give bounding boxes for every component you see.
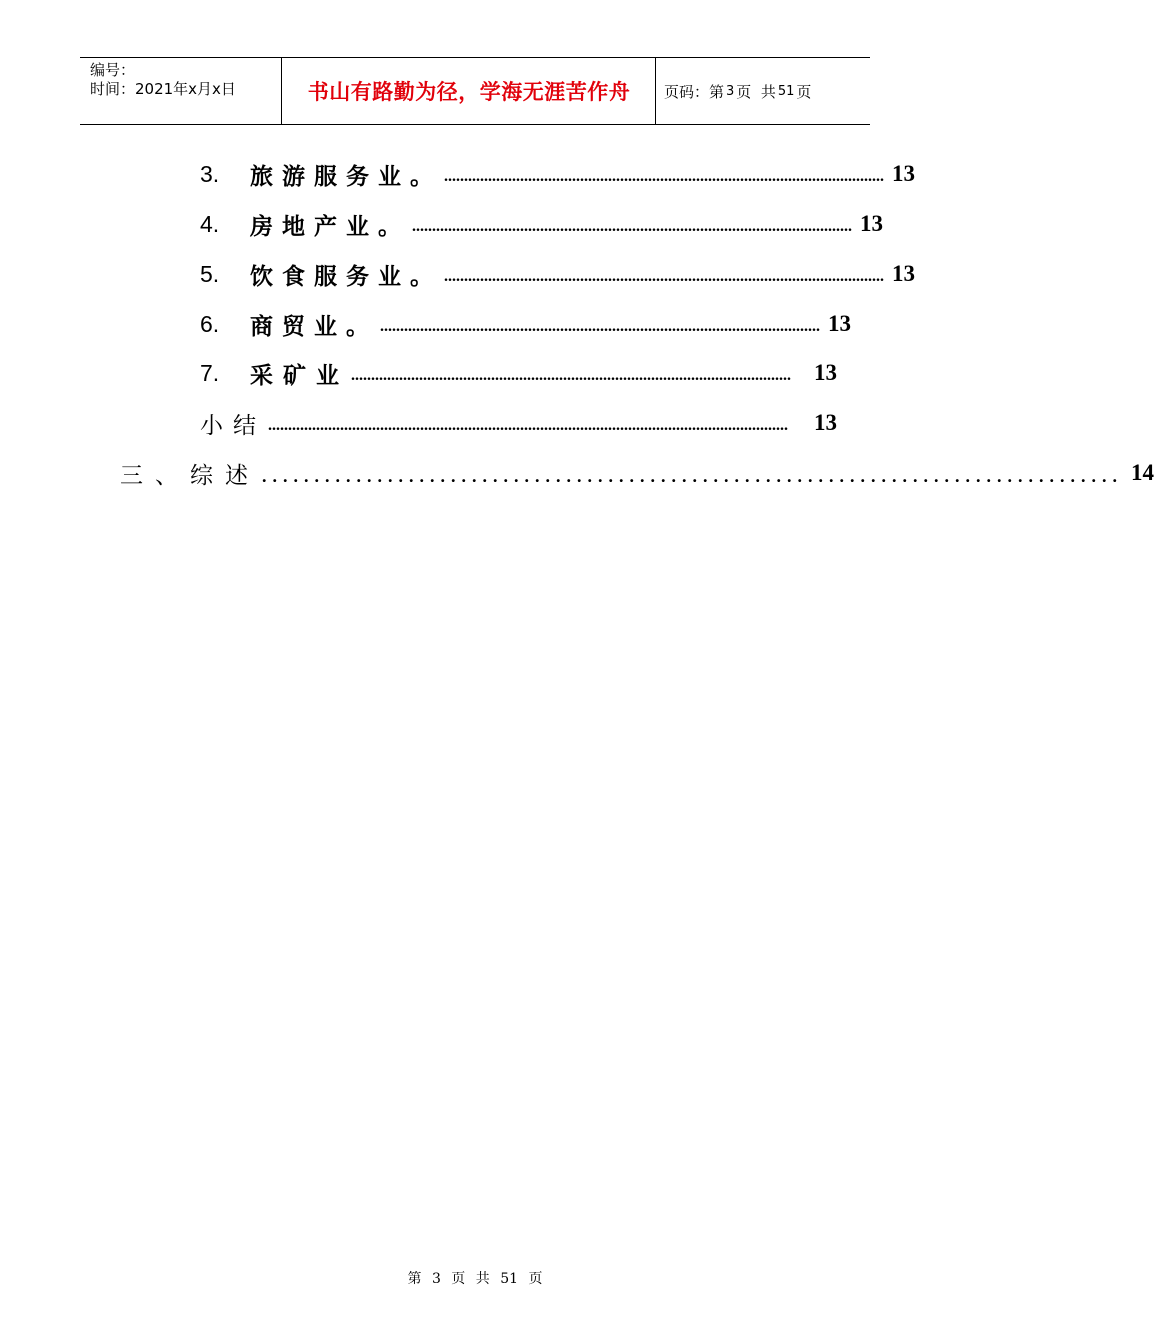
toc-title: 小结 <box>200 412 266 439</box>
toc-leader: .................................................................................................................................. <box>268 417 788 434</box>
page-suffix: 页 <box>796 82 812 101</box>
toc-page: 14 <box>1131 460 1154 485</box>
header-page-info <box>664 58 811 124</box>
page-current: 3 <box>726 83 735 99</box>
toc-title: 旅游服务业。 <box>250 162 442 190</box>
code-label: 编号： <box>90 61 136 79</box>
toc-leader: .................................................................................. <box>262 465 1123 486</box>
page-total: 51 <box>777 83 795 99</box>
toc-title: 房地产业。 <box>250 212 410 240</box>
toc-entry[interactable] <box>200 307 851 341</box>
toc-leader: .............................................................................................................. <box>351 367 791 384</box>
page-header <box>80 57 870 125</box>
toc-leader: .............................................................................................................. <box>412 218 852 235</box>
header-motto: 书山有路勤为径，学海无涯苦作舟 <box>307 80 631 104</box>
toc-title: 三、综述 <box>120 462 260 489</box>
toc-leader: .............................................................................................................. <box>380 318 820 335</box>
toc-page: 13 <box>814 360 837 385</box>
toc-entry[interactable] <box>200 257 915 291</box>
toc-page: 13 <box>814 410 837 435</box>
time-label: 时间：2021年x月x日 <box>90 80 236 98</box>
toc-entry[interactable] <box>200 356 837 390</box>
toc-title: 采矿业 <box>250 361 349 389</box>
toc-number: 7. <box>200 359 220 386</box>
toc-leader: .............................................................................................................. <box>444 168 884 185</box>
toc-number: 6. <box>200 310 220 337</box>
toc-entry[interactable] <box>120 456 1154 490</box>
page-prefix: 页码：第 <box>664 82 725 101</box>
toc-number: 3. <box>200 160 220 187</box>
page-middle: 页 共 <box>736 82 776 101</box>
toc-leader: .............................................................................................................. <box>444 268 884 285</box>
toc-page: 13 <box>892 261 915 286</box>
toc-entry[interactable] <box>200 207 883 241</box>
toc-page: 13 <box>828 311 851 336</box>
toc-page: 13 <box>860 211 883 236</box>
header-meta <box>90 61 236 99</box>
toc-number: 5. <box>200 260 220 287</box>
toc-entry[interactable] <box>200 157 915 191</box>
toc-number: 4. <box>200 210 220 237</box>
toc-page: 13 <box>892 161 915 186</box>
toc-title: 饮食服务业。 <box>250 262 442 290</box>
toc-title: 商贸业。 <box>250 312 378 340</box>
toc-entry[interactable] <box>200 406 837 440</box>
page-footer: 第 3 页 共 51 页 <box>407 1271 543 1287</box>
